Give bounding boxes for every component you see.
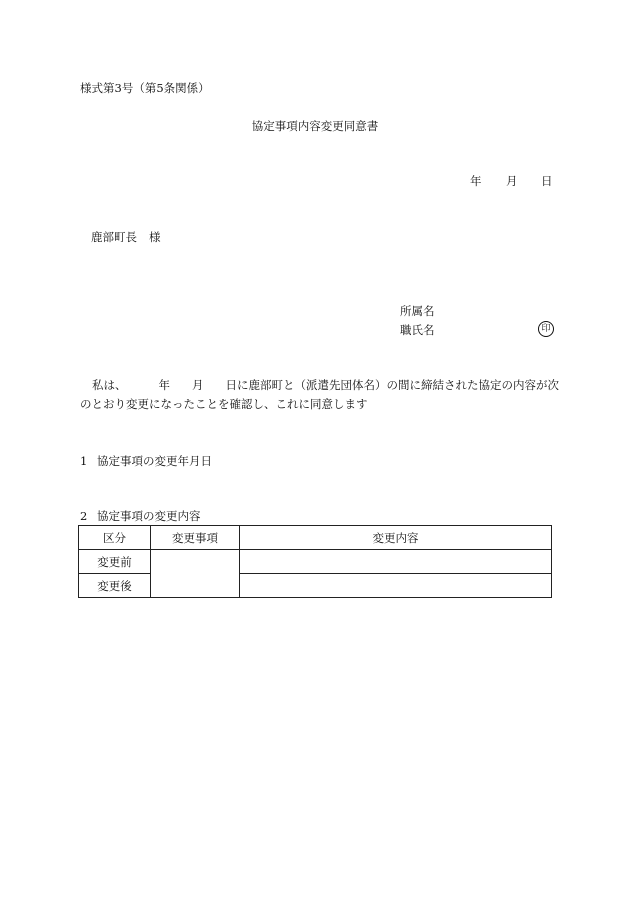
table-row [79, 550, 552, 574]
change-item-cell [151, 550, 240, 598]
section-title: 協定事項の変更年月日 [97, 454, 212, 468]
seal-mark: 印 [538, 321, 554, 337]
section-number: 1 [80, 454, 88, 468]
body-prefix: 私は、 [92, 378, 127, 392]
date-year-label: 年 [470, 174, 482, 188]
form-number: 様式第3号（第5条関係） [80, 81, 210, 95]
table-row [79, 574, 552, 598]
section-heading-2 [80, 511, 201, 523]
name-label: 職氏名 [400, 323, 435, 337]
body-text-line-1 [92, 380, 559, 392]
body-month-label: 月 [192, 378, 204, 392]
header-change-item: 変更事項 [151, 526, 240, 550]
header-change-content: 変更内容 [240, 526, 552, 550]
addressee-honorific: 様 [149, 230, 161, 244]
change-content-before-cell [240, 550, 552, 574]
body-year-label: 年 [158, 378, 170, 392]
date-day-label: 日 [541, 174, 553, 188]
section-number: 2 [80, 509, 88, 523]
date-month-label: 月 [506, 174, 518, 188]
change-content-after-cell [240, 574, 552, 598]
affiliation-label: 所属名 [400, 304, 435, 318]
body-line1-rest: 日に鹿部町と（派遣先団体名）の間に締結された協定の内容が次 [225, 378, 559, 392]
addressee [91, 232, 161, 244]
change-table [78, 525, 552, 598]
document-title: 協定事項内容変更同意書 [251, 119, 379, 133]
body-text-line-2: のとおり変更になったことを確認し、これに同意します [80, 397, 368, 411]
header-category: 区分 [79, 526, 151, 550]
addressee-name: 鹿部町長 [91, 230, 137, 244]
table-header-row [79, 526, 552, 550]
row-label-before: 変更前 [79, 550, 151, 574]
section-heading-1 [80, 456, 212, 468]
row-label-after: 変更後 [79, 574, 151, 598]
section-title: 協定事項の変更内容 [97, 509, 201, 523]
